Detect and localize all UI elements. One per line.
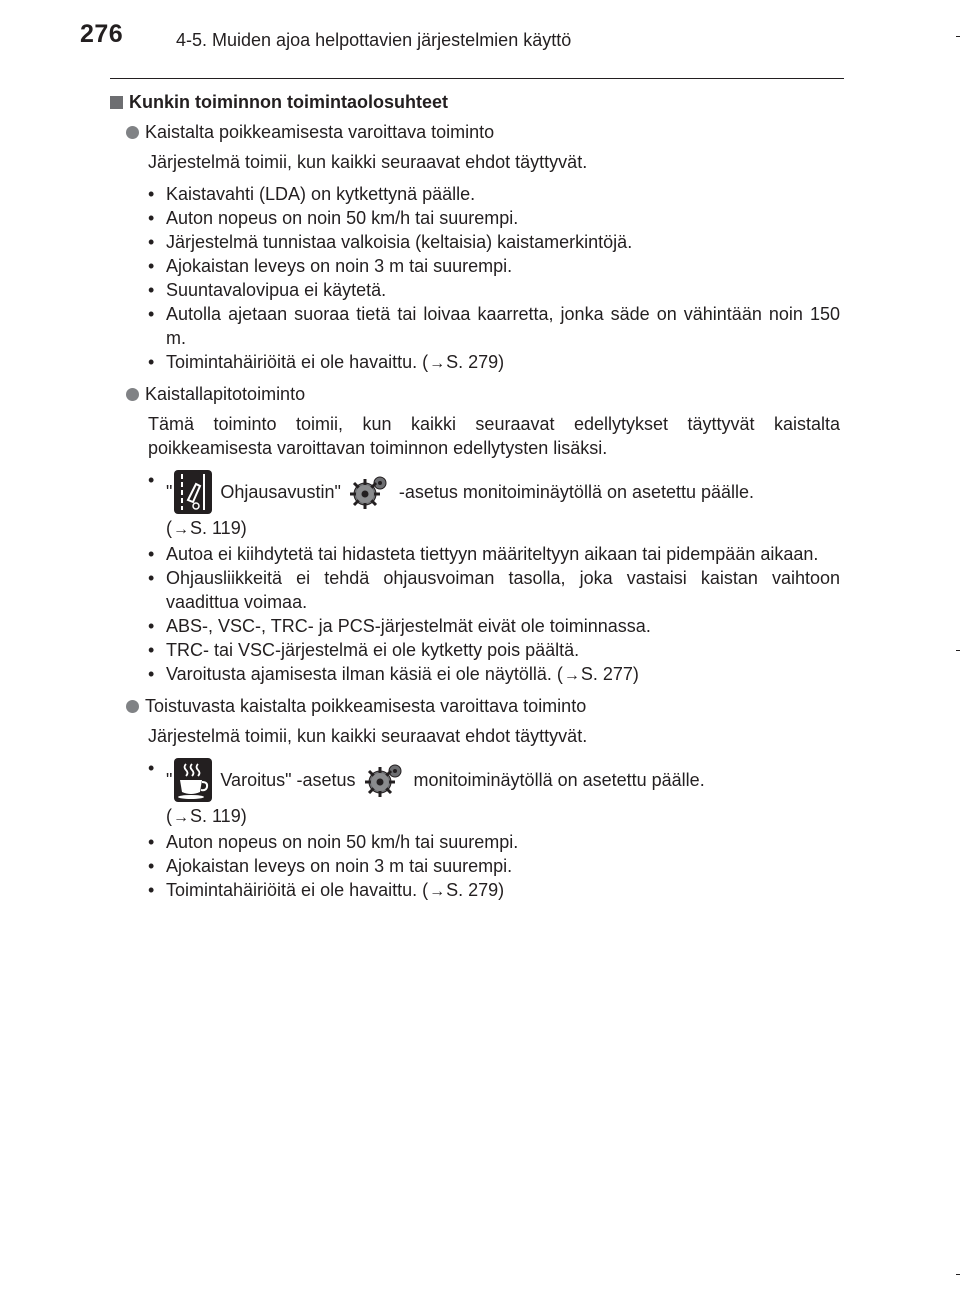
list-item: • TRC- tai VSC-järjestelmä ei ole kytketty pois päältä.: [148, 638, 840, 662]
list-item: • ABS-, VSC-, TRC- ja PCS-järjestelmät eivät ole toiminnassa.: [148, 614, 840, 638]
list-item: • Varoitusta ajamisesta ilman käsiä ei ole näytöllä. (→S. 277): [148, 662, 840, 688]
list-item: • Ohjausliikkeitä ei tehdä ohjausvoiman tasolla, joka vastaisi kaistan vaihtoon vaadittua voimaa.: [148, 566, 840, 614]
subsection-intro: Järjestelmä toimii, kun kaikki seuraavat ehdot täyttyvät.: [148, 152, 588, 172]
page-reference-link[interactable]: S. 119): [190, 806, 247, 826]
condition-list: [110, 468, 840, 688]
crop-mark: [956, 650, 960, 651]
list-item: • Toimintahäiriöitä ei ole havaittu. (→S. 279): [148, 878, 840, 904]
square-bullet-icon: [110, 96, 123, 109]
page-reference-link[interactable]: S. 279): [446, 880, 505, 900]
list-item: • Suuntavalovipua ei käytetä.: [148, 278, 840, 302]
round-bullet-icon: [126, 126, 139, 139]
crop-mark: [956, 1274, 960, 1275]
section-heading: Kunkin toiminnon toimintaolosuhteet: [110, 90, 840, 114]
arrow-right-icon: →: [429, 883, 446, 900]
condition-list: [110, 756, 840, 904]
subsection-heading-lda: Kaistalta poikkeamisesta varoittava toiminto: [126, 120, 840, 144]
page-number: 276: [80, 20, 124, 48]
list-item-with-icons: • " Ohjausavustin" -asetus monitoiminäytöllä on asetettu päälle. (→S. 119): [148, 468, 840, 542]
list-item: • Auton nopeus on noin 50 km/h tai suurempi.: [148, 206, 840, 230]
crop-mark: [956, 36, 960, 37]
arrow-right-icon: →: [563, 667, 580, 684]
subsection-heading-sway-warning: Toistuvasta kaistalta poikkeamisesta varoittava toiminto: [126, 694, 840, 718]
list-item: • Auton nopeus on noin 50 km/h tai suurempi.: [148, 830, 840, 854]
list-item-with-icons: • " Varoitus" -asetus monitoiminäytöllä on asetettu päälle. (→S. 119): [148, 756, 840, 830]
condition-list: [110, 182, 840, 376]
page-reference-link[interactable]: S. 279): [446, 352, 505, 372]
settings-gear-icon: [349, 474, 391, 510]
steering-assist-icon: [174, 470, 212, 514]
page-reference-link[interactable]: S. 277): [580, 664, 639, 684]
header-rule: [110, 78, 844, 79]
arrow-right-icon: →: [173, 521, 189, 538]
list-item: • Ajokaistan leveys on noin 3 m tai suurempi.: [148, 854, 840, 878]
subsection-intro: Järjestelmä toimii, kun kaikki seuraavat ehdot täyttyvät.: [148, 726, 588, 746]
list-item: • Autoa ei kiihdytetä tai hidasteta tiettyyn määriteltyyn aikaan tai pidempään aikaan.: [148, 542, 840, 566]
list-item: • Järjestelmä tunnistaa valkoisia (keltaisia) kaistamerkintöjä.: [148, 230, 840, 254]
coffee-cup-icon: [174, 758, 212, 802]
page-content: [110, 90, 840, 910]
subsection-intro: Tämä toiminto toimii, kun kaikki seuraavat edellytykset täyttyvät kaistalta poikkeamisesta varoittavan toiminnon edellytysten lisäksi.: [148, 414, 840, 458]
arrow-right-icon: →: [173, 809, 189, 826]
list-item: • Ajokaistan leveys on noin 3 m tai suurempi.: [148, 254, 840, 278]
subsection-heading-lane-keeping: Kaistallapitotoiminto: [126, 382, 840, 406]
list-item: • Kaistavahti (LDA) on kytkettynä päälle.: [148, 182, 840, 206]
list-item: • Autolla ajetaan suoraa tietä tai loivaa kaarretta, jonka säde on vähintään noin 150 m.: [148, 302, 840, 350]
list-item: • Toimintahäiriöitä ei ole havaittu. (→S. 279): [148, 350, 840, 376]
round-bullet-icon: [126, 700, 139, 713]
arrow-right-icon: →: [429, 355, 446, 372]
page-reference-link[interactable]: S. 119): [190, 518, 247, 538]
round-bullet-icon: [126, 388, 139, 401]
chapter-title: 4-5. Muiden ajoa helpottavien järjestelmien käyttö: [176, 30, 572, 50]
settings-gear-icon: [364, 762, 406, 798]
